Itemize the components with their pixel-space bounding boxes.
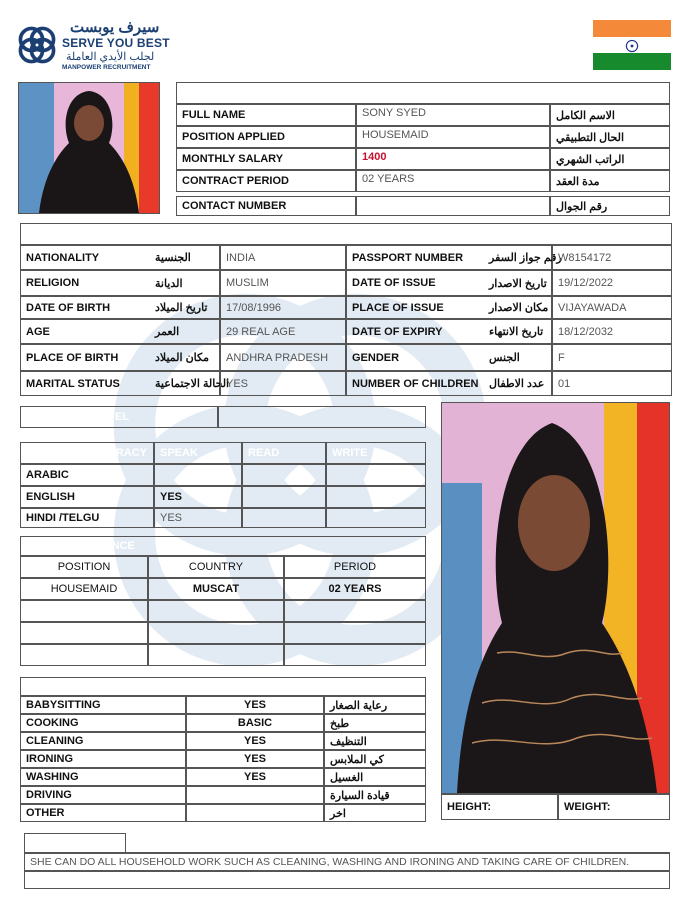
other-right-value: 01 (552, 371, 672, 396)
other-left-label: AGE (20, 319, 150, 344)
remarks-empty-line (24, 871, 670, 889)
language-row-arabic: ARABIC (20, 464, 154, 486)
logo-arabic-subtitle: لجلب الأيدي العاملة (66, 51, 155, 63)
work-country-header: COUNTRY (148, 556, 284, 578)
weight-field (558, 794, 670, 820)
ref-label: REF: SH (551, 87, 596, 99)
other-right-arabic: تاريخ الاصدار (484, 270, 552, 296)
other-left-value: 29 REAL AGE (220, 319, 346, 344)
other-left-arabic: تاريخ الميلاد (150, 296, 220, 319)
contract-period-arabic: مدة العقد (550, 170, 670, 192)
skill-arabic: اخر (324, 804, 426, 822)
work-empty-row (148, 622, 284, 644)
work-experience-header (20, 536, 426, 556)
skill-arabic: رعاية الصغار (324, 696, 426, 714)
language-literacy-header: LANGUAGE LITERACY (20, 442, 154, 464)
skill-value (186, 804, 324, 822)
full-name-value: SONY SYED (356, 104, 550, 126)
applicant-photo-large-image (442, 403, 669, 793)
logo-arabic-name: سيرف يوبست (70, 19, 160, 36)
skill-value: BASIC (186, 714, 324, 732)
skill-name: WASHING (20, 768, 186, 786)
other-right-label: DATE OF ISSUE (346, 270, 484, 296)
other-right-label: DATE OF EXPIRY (346, 319, 484, 344)
applicant-photo-small-image (19, 83, 159, 213)
employment-title: EMPLOYMENT DETAILS (182, 87, 309, 99)
other-left-arabic: مكان الميلاد (150, 344, 220, 371)
contact-number-label: CONTACT NUMBER (176, 196, 356, 216)
skills-header (20, 677, 426, 696)
skill-value: YES (186, 768, 324, 786)
applicant-photo-large (441, 402, 670, 794)
other-right-arabic: عدد الاطفال (484, 371, 552, 396)
company-logo (14, 18, 184, 76)
other-left-label: PLACE OF BIRTH (20, 344, 150, 371)
other-right-value: F (552, 344, 672, 371)
other-left-arabic: الديانة (150, 270, 220, 296)
contact-number-value (356, 196, 550, 216)
skill-arabic: قيادة السيارة (324, 786, 426, 804)
skills-title-arabic: المهارات (380, 681, 420, 693)
skill-value: YES (186, 696, 324, 714)
company-logo-icon (14, 22, 60, 68)
read-header: READ (242, 442, 326, 464)
language-row-english: ENGLISH (20, 486, 154, 508)
language-row-hindi: HINDI /TELGU (20, 508, 154, 528)
work-position-header: POSITION (20, 556, 148, 578)
india-flag (593, 20, 671, 70)
contact-number-arabic: رقم الجوال (550, 196, 670, 216)
work-empty-row (284, 644, 426, 666)
other-right-arabic: مكان الاصدار (484, 296, 552, 319)
other-right-arabic: الجنس (484, 344, 552, 371)
logo-subtitle: MANPOWER RECRUITMENT (62, 64, 151, 71)
other-left-value: YES (220, 371, 346, 396)
language-arabic-speak (154, 464, 242, 486)
logo-english-name: SERVE YOU BEST (62, 36, 170, 50)
other-left-label: MARITAL STATUS (20, 371, 150, 396)
work-empty-row (284, 600, 426, 622)
other-right-value: 18/12/2032 (552, 319, 672, 344)
language-english-write (326, 486, 426, 508)
work-empty-row (20, 644, 148, 666)
work-empty-row (20, 622, 148, 644)
other-details-header (20, 223, 672, 245)
ashoka-wheel-icon (625, 39, 639, 53)
other-left-arabic: الجنسية (150, 245, 220, 270)
skill-value: YES (186, 732, 324, 750)
work-empty-row (148, 644, 284, 666)
work-period-header: PERIOD (284, 556, 426, 578)
other-left-value: 17/08/1996 (220, 296, 346, 319)
other-left-arabic: العمر (150, 319, 220, 344)
other-details-title: OTHER DETAILS OF APPLICANT (26, 228, 198, 240)
ref-value: IM (643, 87, 656, 99)
skill-arabic: كي الملابس (324, 750, 426, 768)
skill-name: COOKING (20, 714, 186, 732)
contract-period-label: CONTRACT PERIOD (176, 170, 356, 192)
other-left-label: DATE OF BIRTH (20, 296, 150, 319)
other-right-arabic: تاريخ الانتهاء (484, 319, 552, 344)
remarks-text: SHE CAN DO ALL HOUSEHOLD WORK SUCH AS CLEANING, WASHING AND IRONING AND TAKING CARE OF CHILDREN. (24, 853, 670, 871)
full-name-arabic: الاسم الكامل (550, 104, 670, 126)
speak-header: SPEAK (154, 442, 242, 464)
other-right-value: VIJAYAWADA (552, 296, 672, 319)
monthly-salary-arabic: الراتب الشهري (550, 148, 670, 170)
skill-name: OTHER (20, 804, 186, 822)
other-left-value: ANDHRA PRADESH (220, 344, 346, 371)
education-title: EDUCATION LEVEL (26, 411, 130, 423)
skill-arabic: التنظيف (324, 732, 426, 750)
other-right-arabic: رقم جواز السفر (484, 245, 552, 270)
other-left-label: RELIGION (20, 270, 150, 296)
height-field (441, 794, 558, 820)
skill-arabic: الغسيل (324, 768, 426, 786)
language-english-read (242, 486, 326, 508)
other-right-label: GENDER (346, 344, 484, 371)
monthly-salary-value: 1400 (356, 148, 550, 170)
applicant-photo-small (18, 82, 160, 214)
skill-name: IRONING (20, 750, 186, 768)
write-header: WRITE (326, 442, 426, 464)
other-right-label: PLACE OF ISSUE (346, 296, 484, 319)
other-left-label: NATIONALITY (20, 245, 150, 270)
language-english-speak: YES (154, 486, 242, 508)
other-left-value: MUSLIM (220, 270, 346, 296)
language-hindi-read (242, 508, 326, 528)
position-applied-label: POSITION APPLIED (176, 126, 356, 148)
other-left-arabic: الحالة الاجتماعية (150, 371, 220, 396)
skill-name: CLEANING (20, 732, 186, 750)
work-empty-row (20, 600, 148, 622)
work-row-position: HOUSEMAID (20, 578, 148, 600)
education-value (218, 406, 426, 428)
language-arabic-read (242, 464, 326, 486)
other-right-value: 19/12/2022 (552, 270, 672, 296)
skills-title: SKILLS (26, 680, 66, 693)
skill-arabic: طبخ (324, 714, 426, 732)
weight-label: WEIGHT: (564, 801, 611, 813)
contract-period-value: 02 YEARS (356, 170, 550, 192)
skill-name: DRIVING (20, 786, 186, 804)
remarks-title: REMARKS (30, 837, 86, 849)
monthly-salary-label: MONTHLY SALARY (176, 148, 356, 170)
remarks-header (24, 833, 126, 853)
education-header (20, 406, 218, 428)
full-name-label: FULL NAME (176, 104, 356, 126)
work-empty-row (284, 622, 426, 644)
other-right-label: NUMBER OF CHILDREN (346, 371, 484, 396)
work-experience-title: WORK EXPERIENCE (26, 540, 135, 552)
other-right-label: PASSPORT NUMBER (346, 245, 484, 270)
work-row-country: MUSCAT (148, 578, 284, 600)
ref-block (552, 87, 664, 99)
work-row-period: 02 YEARS (284, 578, 426, 600)
employment-header (176, 82, 670, 104)
position-applied-value: HOUSEMAID (356, 126, 550, 148)
language-arabic-write (326, 464, 426, 486)
other-right-value: W8154172 (552, 245, 672, 270)
skill-value: YES (186, 750, 324, 768)
language-hindi-write (326, 508, 426, 528)
language-hindi-speak: YES (154, 508, 242, 528)
skill-name: BABYSITTING (20, 696, 186, 714)
height-label: HEIGHT: (447, 801, 491, 813)
remarks-header-line (126, 833, 670, 853)
work-empty-row (148, 600, 284, 622)
other-left-value: INDIA (220, 245, 346, 270)
position-applied-arabic: الحال التطبيقي (550, 126, 670, 148)
skill-value (186, 786, 324, 804)
